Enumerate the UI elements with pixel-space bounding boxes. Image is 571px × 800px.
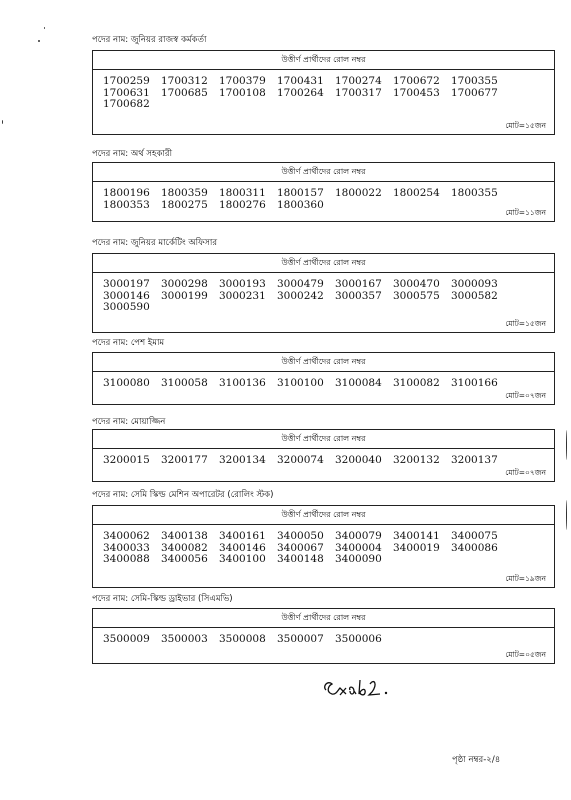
- box-heading: উত্তীর্ণ প্রার্থীদের রোল নম্বর: [93, 353, 554, 372]
- roll-number: 1700379: [219, 75, 266, 87]
- scan-speck: [38, 40, 40, 42]
- signature-image: [318, 672, 398, 702]
- post-title: পদের নাম: পেশ ইমাম: [92, 338, 165, 348]
- roll-number: 1800276: [219, 198, 266, 211]
- roll-number: 3400138: [161, 530, 208, 542]
- roll-number: 3400067: [277, 541, 324, 554]
- page-number: পৃষ্ঠা নম্বর-২/৪: [452, 755, 501, 765]
- roll-number: 3200137: [451, 454, 498, 466]
- roll-number: 3000298: [161, 278, 208, 290]
- scan-speck: [2, 120, 3, 124]
- roll-number: 3200134: [219, 454, 266, 466]
- post-title: পদের নাম: সেমি স্কিল্ড মেশিন অপারেটর (রোলিং স্টক): [92, 490, 274, 500]
- roll-number: 1700677: [451, 86, 498, 99]
- roll-number: 1800275: [161, 198, 208, 211]
- roll-number: 3000146: [103, 289, 150, 302]
- roll-number: 1800359: [161, 187, 208, 199]
- roll-number: 3400062: [103, 530, 150, 542]
- roll-number: 1800311: [219, 187, 266, 199]
- scan-speck: [44, 27, 45, 29]
- roll-number: 1700682: [103, 98, 150, 110]
- total-count: মোট=০৫জন: [505, 650, 546, 659]
- box-heading: উত্তীর্ণ প্রার্থীদের রোল নম্বর: [93, 609, 554, 628]
- box-heading: উত্তীর্ণ প্রার্থীদের রোল নম্বর: [93, 254, 554, 273]
- roll-number: 1700431: [277, 75, 324, 87]
- roll-number: 3500007: [277, 633, 324, 645]
- roll-number: 3400141: [393, 530, 440, 542]
- roll-number: 3000167: [335, 278, 382, 290]
- roll-number: 3500003: [161, 633, 208, 645]
- roll-number: 3000199: [161, 289, 208, 302]
- roll-number: 1700312: [161, 75, 208, 87]
- roll-number: 3400148: [277, 553, 324, 565]
- roll-number: 1700259: [103, 75, 150, 87]
- scan-speck: [566, 430, 567, 460]
- roll-number: 3100082: [393, 377, 440, 389]
- roll-number: 3100136: [219, 377, 266, 389]
- roll-number: 3000197: [103, 278, 150, 290]
- roll-number: 1700274: [335, 75, 382, 87]
- roll-number: 3000093: [451, 278, 498, 290]
- total-count: মোট=১১জন: [505, 208, 546, 217]
- roll-number: 1700672: [393, 75, 440, 87]
- roll-number: 3400056: [161, 553, 208, 565]
- total-count: মোট=১৯জন: [505, 574, 546, 583]
- result-box: [92, 50, 555, 135]
- roll-number: 1800254: [393, 187, 440, 199]
- roll-number: 1800022: [335, 187, 382, 199]
- roll-number: 3000231: [219, 289, 266, 302]
- roll-number: 3200015: [103, 454, 150, 466]
- roll-number: 3200132: [393, 454, 440, 466]
- post-title: পদের নাম: জুনিয়র রাজস্ব কর্মকর্তা: [92, 35, 207, 45]
- result-box: [92, 429, 555, 482]
- roll-number: 3000357: [335, 289, 382, 302]
- roll-number: 1700355: [451, 75, 498, 87]
- roll-number: 3400086: [451, 541, 498, 554]
- roll-number: 3000582: [451, 289, 498, 302]
- box-heading: উত্তীর্ণ প্রার্থীদের রোল নম্বর: [93, 51, 554, 70]
- box-heading: উত্তীর্ণ প্রার্থীদের রোল নম্বর: [93, 506, 554, 525]
- roll-number: 1700631: [103, 86, 150, 99]
- roll-number: 3400082: [161, 541, 208, 554]
- roll-number: 3400075: [451, 530, 498, 542]
- roll-grid: [93, 449, 554, 467]
- roll-number: 3100058: [161, 377, 208, 389]
- total-count: মোট=১৫জন: [505, 319, 546, 328]
- result-box: [92, 352, 555, 405]
- roll-number: 3200177: [161, 454, 208, 466]
- post-title: পদের নাম: অর্থ সহকারী: [92, 149, 173, 159]
- roll-grid: [93, 70, 554, 111]
- roll-number: 3400004: [335, 541, 382, 554]
- roll-number: 3400146: [219, 541, 266, 554]
- roll-number: 3100166: [451, 377, 498, 389]
- roll-number: 3000590: [103, 301, 150, 313]
- roll-number: 3200040: [335, 454, 382, 466]
- roll-number: 1700317: [335, 86, 382, 99]
- roll-number: 1700264: [277, 86, 324, 99]
- roll-number: 1700453: [393, 86, 440, 99]
- roll-number: 3400161: [219, 530, 266, 542]
- roll-number: 1800196: [103, 187, 150, 199]
- roll-number: 3400088: [103, 553, 150, 565]
- roll-number: 1700685: [161, 86, 208, 99]
- roll-number: 1800360: [277, 198, 324, 211]
- roll-number: 3400033: [103, 541, 150, 554]
- result-box: [92, 608, 555, 664]
- roll-number: 3000193: [219, 278, 266, 290]
- roll-grid: [93, 182, 554, 211]
- roll-number: 3400079: [335, 530, 382, 542]
- roll-number: 3000242: [277, 289, 324, 302]
- roll-number: 3500008: [219, 633, 266, 645]
- roll-number: 3400090: [335, 553, 382, 565]
- box-heading: উত্তীর্ণ প্রার্থীদের রোল নম্বর: [93, 430, 554, 449]
- roll-number: 1800353: [103, 198, 150, 211]
- roll-grid: [93, 628, 554, 646]
- total-count: মোট=০৭জন: [505, 468, 546, 477]
- total-count: মোট=১৫জন: [505, 121, 546, 130]
- post-title: পদের নাম: সেমি-স্কিল্ড ড্রাইভার (সিএমভি): [92, 594, 233, 604]
- roll-number: 3500009: [103, 633, 150, 645]
- roll-number: 3000575: [393, 289, 440, 302]
- roll-number: 1800157: [277, 187, 324, 199]
- roll-number: 3200074: [277, 454, 324, 466]
- total-count: মোট=০৭জন: [505, 391, 546, 400]
- roll-number: 1800355: [451, 187, 498, 199]
- roll-number: 3000470: [393, 278, 440, 290]
- result-box: [92, 162, 555, 222]
- roll-number: 3400100: [219, 553, 266, 565]
- roll-number: 3400050: [277, 530, 324, 542]
- post-title: পদের নাম: মোয়াজ্জিন: [92, 417, 166, 427]
- roll-number: 3100100: [277, 377, 324, 389]
- roll-number: 3500006: [335, 633, 382, 645]
- roll-grid: [93, 273, 554, 314]
- roll-grid: [93, 525, 554, 566]
- post-title: পদের নাম: জুনিয়র মার্কেটিং অফিসার: [92, 238, 218, 248]
- roll-number: 3400019: [393, 541, 440, 554]
- result-box: [92, 253, 555, 333]
- roll-number: 3100080: [103, 377, 150, 389]
- roll-grid: [93, 372, 554, 390]
- roll-number: 1700108: [219, 86, 266, 99]
- scan-speck: [566, 500, 567, 530]
- box-heading: উত্তীর্ণ প্রার্থীদের রোল নম্বর: [93, 163, 554, 182]
- result-box: [92, 505, 555, 588]
- roll-number: 3100084: [335, 377, 382, 389]
- roll-number: 3000479: [277, 278, 324, 290]
